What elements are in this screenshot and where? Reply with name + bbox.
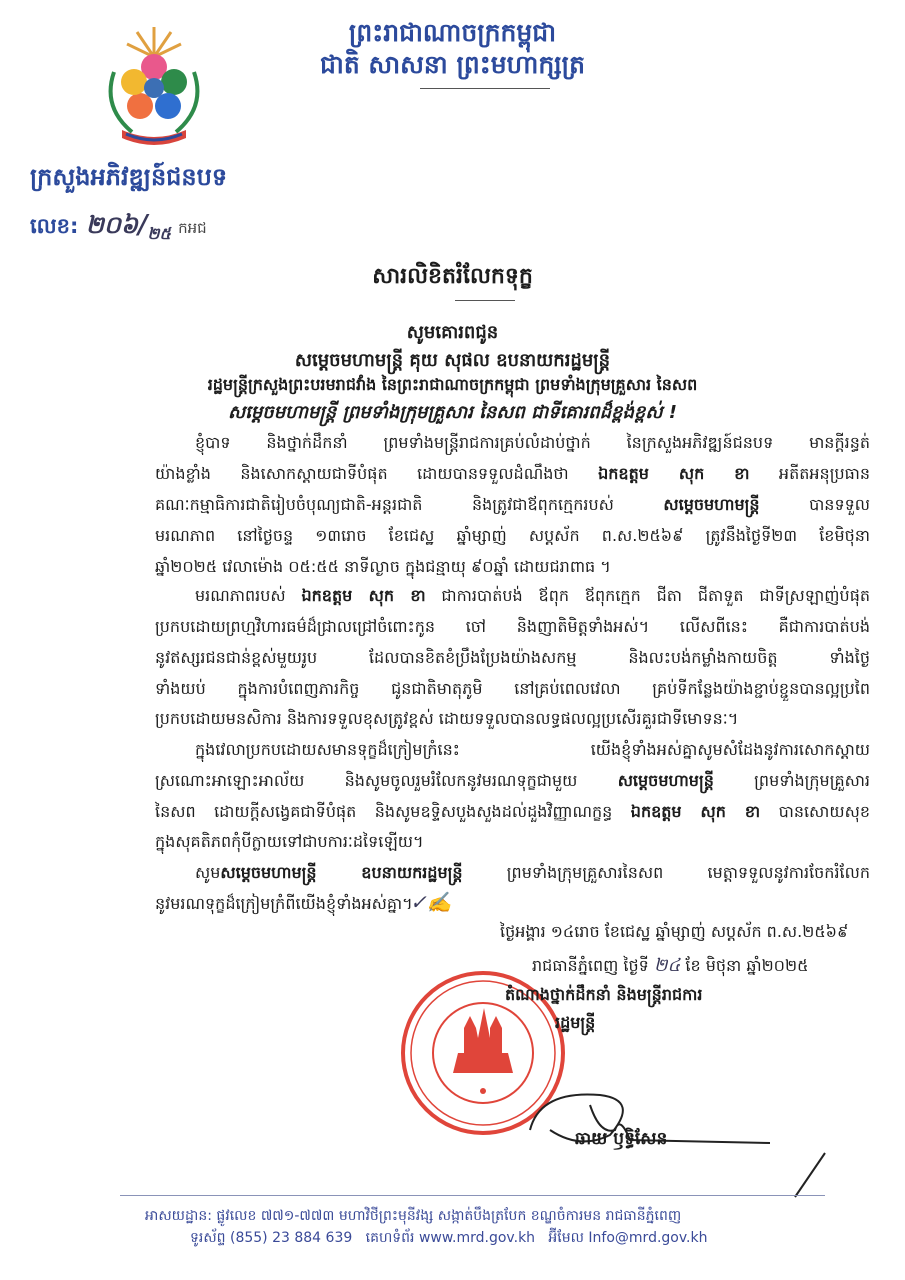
kingdom-title: ព្រះរាជាណាចក្រកម្ពុជា	[348, 18, 557, 47]
month-year: ខែ មិថុនា ឆ្នាំ២០២៥	[685, 956, 809, 975]
body-text: អតីតអនុប្រធាន	[749, 464, 871, 483]
recipient-line-2: រដ្ឋមន្ត្រីក្រសួងព្រះបរមរាជវាំង នៃព្រះរាជាណាចក្រកម្ពុជា ព្រមទាំងក្រុមគ្រួសារ នៃសព	[207, 375, 698, 394]
body-text: ឆ្នាំ២០២៥ វេលាម៉ោង ០៥:៥៥ នាទីល្ងាច ក្នុងជន្មាយុ ៩០ឆ្នាំ ដោយជរាពាធ ។	[155, 557, 611, 576]
emphasized-name: ឯកឧត្តម សុក ខា	[301, 586, 426, 605]
paragraph-3-line	[155, 831, 424, 853]
ministry-name: ក្រសួងអភិវឌ្ឍន៍ជនបទ	[30, 163, 228, 191]
body-text: ប្រកបដោយមនសិការ និងការទទួលខុសត្រូវខ្ពស់ ដោយទទួលបានលទ្ធផលល្អប្រសើរគួរជាទីមោទនៈ។	[155, 709, 739, 728]
website-link[interactable]: www.mrd.gov.kh	[418, 1230, 536, 1246]
email-label: អ៊ីមែល	[548, 1230, 584, 1246]
reference-number: លេខ: ២០៦$/_{២៥}$ កអជ	[30, 210, 207, 243]
email-link[interactable]: Info@mrd.gov.kh	[588, 1230, 708, 1246]
footer-divider	[120, 1195, 825, 1196]
recipient-line-1: សម្តេចមហាមន្ត្រី គុយ សុផល ឧបនាយករដ្ឋមន្ត្រី	[294, 350, 611, 371]
signer-position: រដ្ឋមន្ត្រី	[555, 1013, 596, 1032]
paragraph-2-line	[155, 708, 738, 730]
date-day-handwritten: ២៤	[653, 955, 681, 976]
reference-suffix: កអជ	[178, 219, 207, 237]
paragraph-2-line	[155, 616, 870, 638]
body-text: នូវឥស្សរជនជាន់ខ្ពស់មួយរូប ដែលបានខិតខំប្រឹងប្រែងយ៉ាងសកម្ម និងលះបង់កម្លាំងកាយចិត្ត ទាំងថ្ងៃ	[155, 648, 870, 667]
national-motto: ជាតិ សាសនា ព្រះមហាក្សត្រ	[320, 50, 585, 79]
reference-label: លេខ:	[30, 214, 79, 238]
body-text: នូវមរណទុក្ខដ៏ក្រៀមក្រំពីយើងខ្ញុំទាំងអស់គ្នា។	[155, 894, 413, 913]
body-text: សូម	[195, 863, 221, 882]
signer-name: ឆាយ ឫទ្ធិសែន	[575, 1129, 668, 1149]
paragraph-3-line	[195, 739, 870, 761]
emphasized-name: សម្តេចមហាមន្ត្រី ឧបនាយករដ្ឋមន្ត្រី	[220, 863, 463, 882]
body-text: ប្រកបដោយព្រហ្មវិហារធម៌ដ៏ជ្រាលជ្រៅចំពោះកូន ចៅ និងញាតិមិត្តទាំងអស់។ លើសពីនេះ គឺជាការបាត់បង់	[155, 617, 870, 636]
salutation-intro: សូមគោរពជូន	[406, 322, 499, 343]
paragraph-2-line	[195, 585, 870, 607]
body-text: ក្នុងវេលាប្រកបដោយសមានទុក្ខដ៏ក្រៀមក្រំនេះ យើងខ្ញុំទាំងអស់គ្នាសូមសំដែងនូវការសោកស្តាយ	[195, 740, 870, 759]
body-text: គណៈកម្មាធិការជាតិរៀបចំបុណ្យជាតិ-អន្តរជាតិ និងត្រូវជាឪពុកក្មេករបស់	[155, 495, 664, 514]
body-text: ព្រមទាំងក្រុមគ្រួសារ	[713, 771, 871, 790]
body-text: បានសោយសុខ	[760, 802, 870, 821]
body-text: ស្រណោះអាឡោះអាល័យ និងសូមចូលរួមរំលែកនូវមរណទុក្ខជាមួយ	[155, 771, 618, 790]
paragraph-1-line	[155, 494, 870, 516]
reference-year: ២៥	[147, 224, 171, 243]
paragraph-1-line	[195, 432, 870, 454]
place-and-date	[532, 953, 808, 980]
body-text: មរណភាពរបស់	[195, 586, 302, 605]
body-text: មរណភាព នៅថ្ងៃចន្ទ ១៣រោច ខែជេស្ឋ ឆ្នាំម្សាញ់ សប្តស័ក ព.ស.២៥៦៩ ត្រូវនឹងថ្ងៃទី២៣ ខែមិថុនា	[155, 526, 870, 545]
title-divider	[455, 300, 515, 301]
emphasized-name: ឯកឧត្តម សុក ខា	[630, 802, 761, 821]
paragraph-1-line	[155, 525, 870, 547]
body-text: ព្រមទាំងក្រុមគ្រួសារនៃសព មេត្តាទទួលនូវការចែករំលែក	[462, 863, 871, 882]
body-text: ខ្ញុំបាទ និងថ្នាក់ដឹកនាំ ព្រមទាំងមន្ត្រីរាជការគ្រប់លំដាប់ថ្នាក់ នៃក្រសួងអភិវឌ្ឍន៍ជនបទ មានក្តីរន្ធត់	[195, 433, 870, 452]
body-text: ជាការបាត់បង់ ឪពុក ឪពុកក្មេក ជីតា ជីតាទួត ជាទីស្រឡាញ់បំផុត	[425, 586, 871, 605]
lunar-date: ថ្ងៃអង្គារ ១៤រោច ខែជេស្ឋ ឆ្នាំម្សាញ់ សប្តស័ក ព.ស.២៥៦៩	[500, 922, 849, 941]
handwritten-initials: ✓✍	[410, 890, 452, 914]
website-label: គេហទំព័រ	[365, 1230, 415, 1246]
paragraph-1-line	[155, 463, 870, 485]
paragraph-1-line	[155, 556, 611, 578]
paragraph-3-line	[155, 770, 870, 792]
phone-number: (855) 23 884 639	[230, 1230, 353, 1246]
recipient-line-3: សម្តេចមហាមន្ត្រី ព្រមទាំងក្រុមគ្រួសារ នៃសព ជាទីគោរពដ៏ខ្ពង់ខ្ពស់ !	[228, 402, 677, 423]
body-text: បានទទួល	[759, 495, 871, 514]
emphasized-name: សម្តេចមហាមន្ត្រី	[663, 495, 760, 514]
paragraph-2-line	[155, 678, 870, 700]
document-title: សារលិខិតរំលែកទុក្ខ	[372, 264, 533, 289]
footer-address: អាសយដ្ឋាន: ផ្លូវលេខ ៧៧១-៧៧៣ មហាវិថីព្រះមុនីវង្ស សង្កាត់បឹងត្របែក ខណ្ឌចំការមន រាជធានីភ្នំពេញ	[145, 1208, 682, 1224]
emphasized-name: ឯកឧត្តម សុក ខា	[598, 464, 750, 483]
ornament-divider	[420, 88, 550, 89]
paragraph-2-line	[155, 647, 870, 669]
emphasized-name: សម្តេចមហាមន្ត្រី	[617, 771, 714, 790]
body-text: នៃសព ដោយក្តីសង្វេគជាទីបំផុត និងសូមឧទ្ទិសបួងសួងដល់ដួងវិញ្ញាណក្ខន្ធ	[155, 802, 631, 821]
place-date-prefix: រាជធានីភ្នំពេញ ថ្ងៃទី	[532, 956, 649, 975]
reference-number-handwritten: ២០៦	[85, 210, 138, 239]
paragraph-4-line	[195, 862, 870, 884]
body-text: ក្នុងសុគតិភពកុំបីក្លាយទៅជាបការៈដទៃឡើយ។	[155, 832, 424, 851]
representative-title: តំណាងថ្នាក់ដឹកនាំ និងមន្ត្រីរាជការ	[505, 985, 703, 1004]
footer-contact	[190, 1228, 707, 1249]
paragraph-4-line	[155, 893, 413, 915]
page-check-mark	[785, 1150, 830, 1200]
body-text: ទាំងយប់ ក្នុងការបំពេញភារកិច្ច ជូនជាតិមាតុភូមិ នៅគ្រប់ពេលវេលា គ្រប់ទីកន្លែងយ៉ាងខ្ជាប់ខ្ជួនបានល្អប្រពៃ	[155, 679, 870, 698]
phone-label: ទូរស័ព្ទ	[190, 1230, 226, 1246]
body-text: យ៉ាងខ្លាំង និងសោកស្តាយជាទីបំផុត ដោយបានទទួលដំណឹងថា	[155, 464, 599, 483]
paragraph-3-line	[155, 801, 870, 823]
